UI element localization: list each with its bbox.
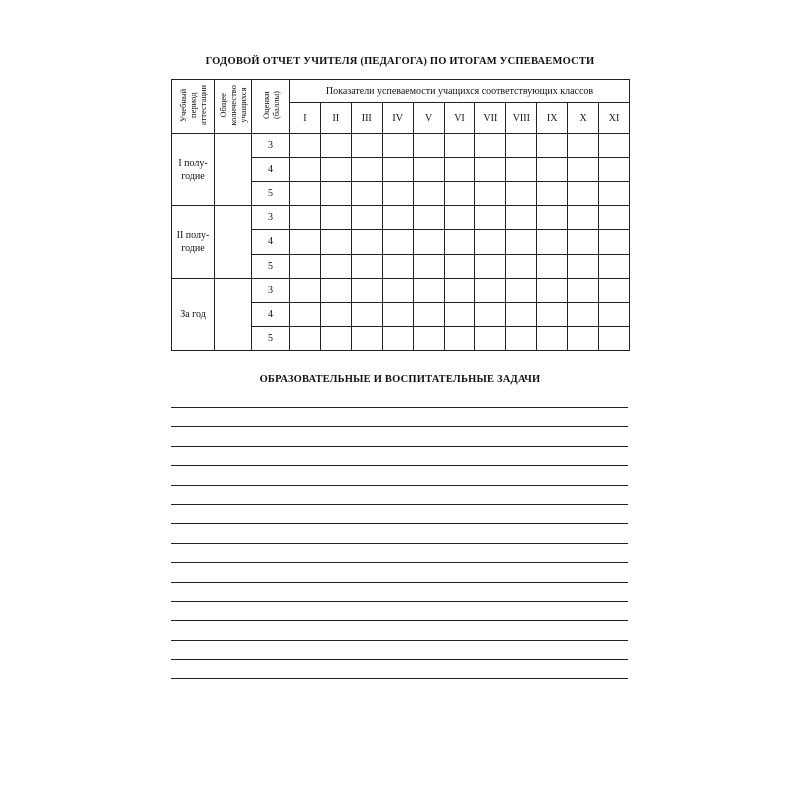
header-indicators: Показатели успеваемости учащихся соответствующих классов	[290, 80, 630, 103]
value-cell[interactable]	[506, 230, 537, 254]
ruled-line[interactable]	[171, 621, 628, 640]
grade-cell: 5	[252, 182, 290, 206]
value-cell[interactable]	[475, 182, 506, 206]
value-cell[interactable]	[444, 254, 475, 278]
ruled-line[interactable]	[171, 427, 628, 446]
value-cell[interactable]	[537, 206, 568, 230]
value-cell[interactable]	[320, 326, 351, 350]
grade-cell: 5	[252, 326, 290, 350]
value-cell[interactable]	[506, 182, 537, 206]
header-total	[215, 80, 252, 134]
class-header: I	[290, 103, 321, 134]
period-cell: За год	[172, 278, 215, 350]
value-cell[interactable]	[444, 206, 475, 230]
class-header: IX	[537, 103, 568, 134]
class-header: XI	[599, 103, 630, 134]
grade-cell: 4	[252, 302, 290, 326]
value-cell[interactable]	[537, 326, 568, 350]
value-cell[interactable]	[351, 206, 382, 230]
ruled-line[interactable]	[171, 660, 628, 679]
value-cell[interactable]	[382, 254, 413, 278]
ruled-line[interactable]	[171, 466, 628, 485]
value-cell[interactable]	[444, 302, 475, 326]
ruled-line[interactable]	[171, 524, 628, 543]
value-cell[interactable]	[568, 158, 599, 182]
value-cell[interactable]	[290, 230, 321, 254]
value-cell[interactable]	[568, 230, 599, 254]
value-cell[interactable]	[537, 278, 568, 302]
grade-cell: 4	[252, 158, 290, 182]
value-cell[interactable]	[320, 302, 351, 326]
value-cell[interactable]	[351, 326, 382, 350]
ruled-line[interactable]	[171, 563, 628, 582]
performance-table	[171, 79, 630, 351]
value-cell[interactable]	[413, 278, 444, 302]
header-period	[172, 80, 215, 134]
value-cell[interactable]	[568, 182, 599, 206]
value-cell[interactable]	[413, 206, 444, 230]
ruled-line[interactable]	[171, 641, 628, 660]
value-cell[interactable]	[444, 182, 475, 206]
value-cell[interactable]	[351, 254, 382, 278]
value-cell[interactable]	[599, 158, 630, 182]
value-cell[interactable]	[351, 302, 382, 326]
value-cell[interactable]	[568, 302, 599, 326]
value-cell[interactable]	[599, 326, 630, 350]
value-cell[interactable]	[506, 254, 537, 278]
value-cell[interactable]	[599, 278, 630, 302]
total-cell[interactable]	[215, 206, 252, 278]
class-header: II	[320, 103, 351, 134]
grade-cell: 3	[252, 206, 290, 230]
value-cell[interactable]	[506, 134, 537, 158]
class-header: VII	[475, 103, 506, 134]
value-cell[interactable]	[413, 326, 444, 350]
value-cell[interactable]	[568, 326, 599, 350]
value-cell[interactable]	[320, 254, 351, 278]
value-cell[interactable]	[537, 134, 568, 158]
ruled-line[interactable]	[171, 447, 628, 466]
value-cell[interactable]	[413, 158, 444, 182]
value-cell[interactable]	[290, 278, 321, 302]
value-cell[interactable]	[382, 182, 413, 206]
value-cell[interactable]	[537, 230, 568, 254]
class-header: X	[568, 103, 599, 134]
value-cell[interactable]	[506, 206, 537, 230]
value-cell[interactable]	[599, 230, 630, 254]
value-cell[interactable]	[320, 230, 351, 254]
value-cell[interactable]	[506, 278, 537, 302]
value-cell[interactable]	[475, 302, 506, 326]
value-cell[interactable]	[568, 206, 599, 230]
value-cell[interactable]	[382, 230, 413, 254]
ruled-line[interactable]	[171, 408, 628, 427]
value-cell[interactable]	[475, 254, 506, 278]
value-cell[interactable]	[290, 158, 321, 182]
section-title-tasks: ОБРАЗОВАТЕЛЬНЫЕ И ВОСПИТАТЕЛЬНЫЕ ЗАДАЧИ	[259, 374, 541, 385]
class-header: VIII	[506, 103, 537, 134]
value-cell[interactable]	[382, 278, 413, 302]
value-cell[interactable]	[475, 326, 506, 350]
value-cell[interactable]	[413, 134, 444, 158]
value-cell[interactable]	[382, 134, 413, 158]
ruled-line[interactable]	[171, 486, 628, 505]
value-cell[interactable]	[382, 206, 413, 230]
value-cell[interactable]	[444, 230, 475, 254]
value-cell[interactable]	[351, 134, 382, 158]
table-row	[172, 206, 630, 230]
grade-cell: 3	[252, 278, 290, 302]
header-period-label: Учебный период аттестации	[178, 85, 208, 125]
report-title: ГОДОВОЙ ОТЧЕТ УЧИТЕЛЯ (ПЕДАГОГА) ПО ИТОГАМ УСПЕВАЕМОСТИ	[205, 56, 595, 67]
value-cell[interactable]	[351, 158, 382, 182]
value-cell[interactable]	[382, 326, 413, 350]
value-cell[interactable]	[444, 326, 475, 350]
total-cell[interactable]	[215, 278, 252, 350]
value-cell[interactable]	[290, 326, 321, 350]
grade-cell: 3	[252, 134, 290, 158]
table-row	[172, 134, 630, 158]
class-header: VI	[444, 103, 475, 134]
value-cell[interactable]	[444, 278, 475, 302]
class-header: V	[413, 103, 444, 134]
value-cell[interactable]	[537, 254, 568, 278]
value-cell[interactable]	[351, 230, 382, 254]
value-cell[interactable]	[599, 302, 630, 326]
value-cell[interactable]	[475, 158, 506, 182]
value-cell[interactable]	[537, 302, 568, 326]
value-cell[interactable]	[320, 158, 351, 182]
value-cell[interactable]	[320, 134, 351, 158]
value-cell[interactable]	[290, 254, 321, 278]
value-cell[interactable]	[413, 254, 444, 278]
value-cell[interactable]	[475, 230, 506, 254]
header-grades-label: Оценки (баллы)	[260, 90, 281, 120]
value-cell[interactable]	[475, 278, 506, 302]
value-cell[interactable]	[506, 158, 537, 182]
class-header: IV	[382, 103, 413, 134]
ruled-line[interactable]	[171, 544, 628, 563]
grade-cell: 5	[252, 254, 290, 278]
ruled-line[interactable]	[171, 505, 628, 524]
value-cell[interactable]	[351, 182, 382, 206]
value-cell[interactable]	[444, 158, 475, 182]
value-cell[interactable]	[290, 302, 321, 326]
value-cell[interactable]	[537, 182, 568, 206]
value-cell[interactable]	[506, 326, 537, 350]
value-cell[interactable]	[599, 134, 630, 158]
ruled-line[interactable]	[171, 583, 628, 602]
value-cell[interactable]	[382, 158, 413, 182]
value-cell[interactable]	[506, 302, 537, 326]
value-cell[interactable]	[320, 206, 351, 230]
value-cell[interactable]	[290, 134, 321, 158]
value-cell[interactable]	[351, 278, 382, 302]
value-cell[interactable]	[475, 134, 506, 158]
table-row	[172, 278, 630, 302]
value-cell[interactable]	[568, 254, 599, 278]
value-cell[interactable]	[537, 158, 568, 182]
header-grades	[252, 80, 290, 134]
value-cell[interactable]	[568, 134, 599, 158]
value-cell[interactable]	[413, 230, 444, 254]
value-cell[interactable]	[599, 254, 630, 278]
ruled-writing-area	[171, 407, 628, 679]
header-total-label: Общее количество учащихся	[218, 84, 248, 126]
value-cell[interactable]	[290, 206, 321, 230]
class-header: III	[351, 103, 382, 134]
value-cell[interactable]	[382, 302, 413, 326]
value-cell[interactable]	[320, 278, 351, 302]
ruled-line[interactable]	[171, 602, 628, 621]
value-cell[interactable]	[568, 278, 599, 302]
value-cell[interactable]	[475, 206, 506, 230]
value-cell[interactable]	[320, 182, 351, 206]
value-cell[interactable]	[413, 182, 444, 206]
value-cell[interactable]	[599, 182, 630, 206]
value-cell[interactable]	[290, 182, 321, 206]
total-cell[interactable]	[215, 134, 252, 206]
value-cell[interactable]	[599, 206, 630, 230]
grade-cell: 4	[252, 230, 290, 254]
value-cell[interactable]	[413, 302, 444, 326]
period-cell: II полу- годие	[172, 206, 215, 278]
period-cell: I полу- годие	[172, 134, 215, 206]
value-cell[interactable]	[444, 134, 475, 158]
